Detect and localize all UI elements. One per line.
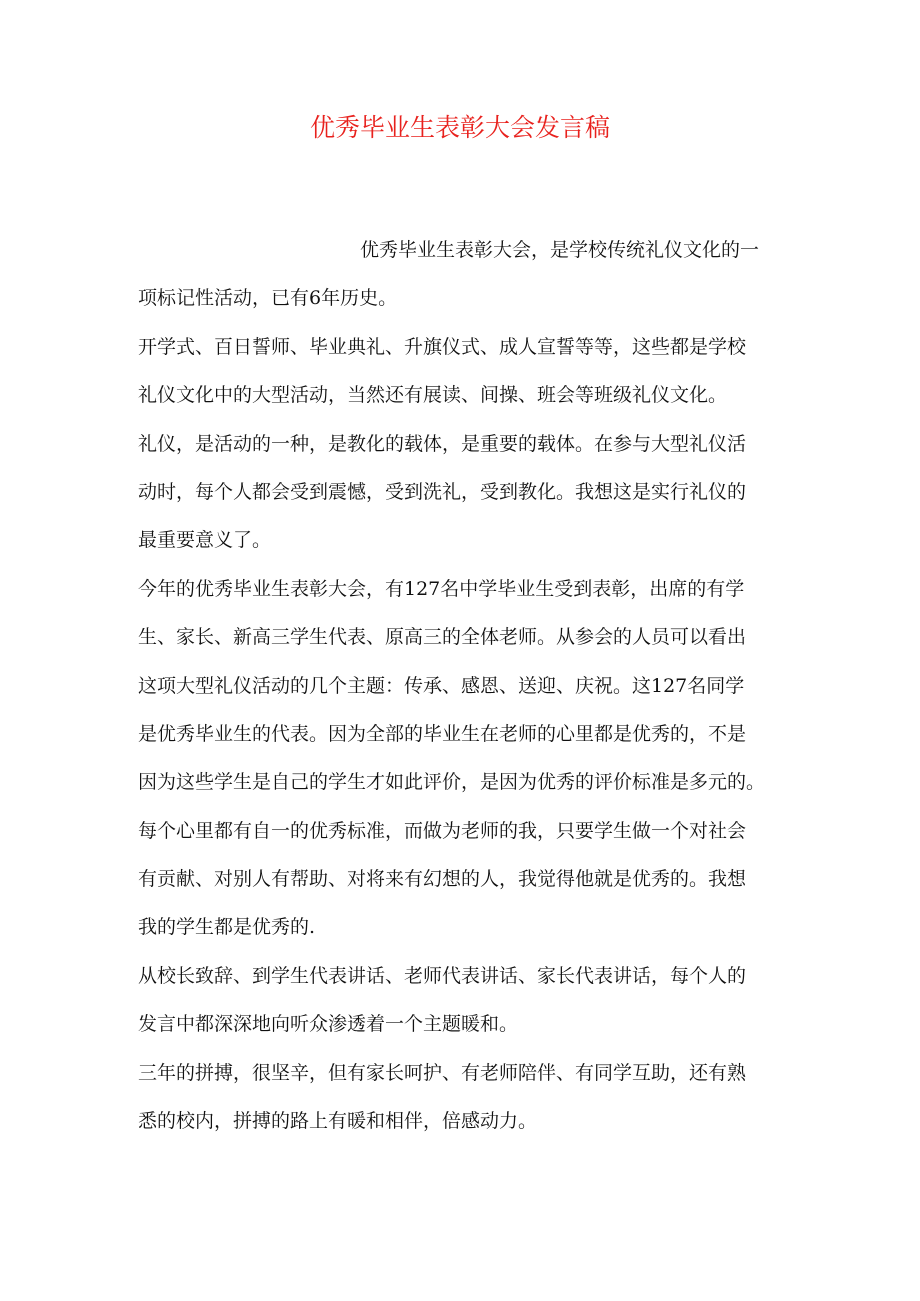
document-body bbox=[138, 226, 798, 1145]
text-line: 礼仪文化中的大型活动，当然还有展读、间操、班会等班级礼仪文化。 bbox=[138, 384, 728, 407]
text-line: 礼仪，是活动的一种，是教化的载体，是重要的载体。在参与大型礼仪活 bbox=[138, 432, 747, 455]
text-line: 最重要意义了。 bbox=[138, 529, 272, 552]
text-line: 三年的拼搏，很坚辛，但有家长呵护、有老师陪伴、有同学互助，还有熟 bbox=[138, 1061, 747, 1084]
text-line: 每个心里都有自一的优秀标准，而做为老师的我，只要学生做一个对社会 bbox=[138, 819, 747, 842]
text-line: 动时，每个人都会受到震憾，受到洗礼，受到教化。我想这是实行礼仪的 bbox=[138, 480, 747, 503]
text-line: 生、家长、新高三学生代表、原高三的全体老师。从参会的人员可以看出 bbox=[138, 626, 747, 649]
text-line: 发言中都深深地向听众渗透着一个主题暖和。 bbox=[138, 1013, 519, 1036]
text-line: 我的学生都是优秀的. bbox=[138, 916, 316, 939]
text-line: 这项大型礼仪活动的几个主题：传承、感恩、送迎、庆祝。这127名同学 bbox=[138, 674, 745, 697]
text-line: 因为这些学生是自己的学生才如此评价，是因为优秀的评价标准是多元的。 bbox=[138, 771, 766, 794]
text-line: 今年的优秀毕业生表彰大会，有127名中学毕业生受到表彰，出席的有学 bbox=[138, 577, 745, 600]
text-line: 从校长致辞、到学生代表讲话、老师代表讲话、家长代表讲话，每个人的 bbox=[138, 964, 747, 987]
text-line: 悉的校内，拼搏的路上有暖和相伴，倍感动力。 bbox=[138, 1110, 538, 1133]
text-line: 项标记性活动，已有6年历史。 bbox=[138, 287, 398, 310]
text-line: 是优秀毕业生的代表。因为全部的毕业生在老师的心里都是优秀的，不是 bbox=[138, 722, 747, 745]
document-title: 优秀毕业生表彰大会发言稿 bbox=[309, 113, 610, 142]
text-line: 有贡献、对别人有帮助、对将来有幻想的人，我觉得他就是优秀的。我想 bbox=[138, 868, 747, 891]
text-line: 开学式、百日誓师、毕业典礼、升旗仪式、成人宣誓等等，这些都是学校 bbox=[138, 335, 747, 358]
text-line: 优秀毕业生表彰大会，是学校传统礼仪文化的一 bbox=[360, 239, 760, 261]
